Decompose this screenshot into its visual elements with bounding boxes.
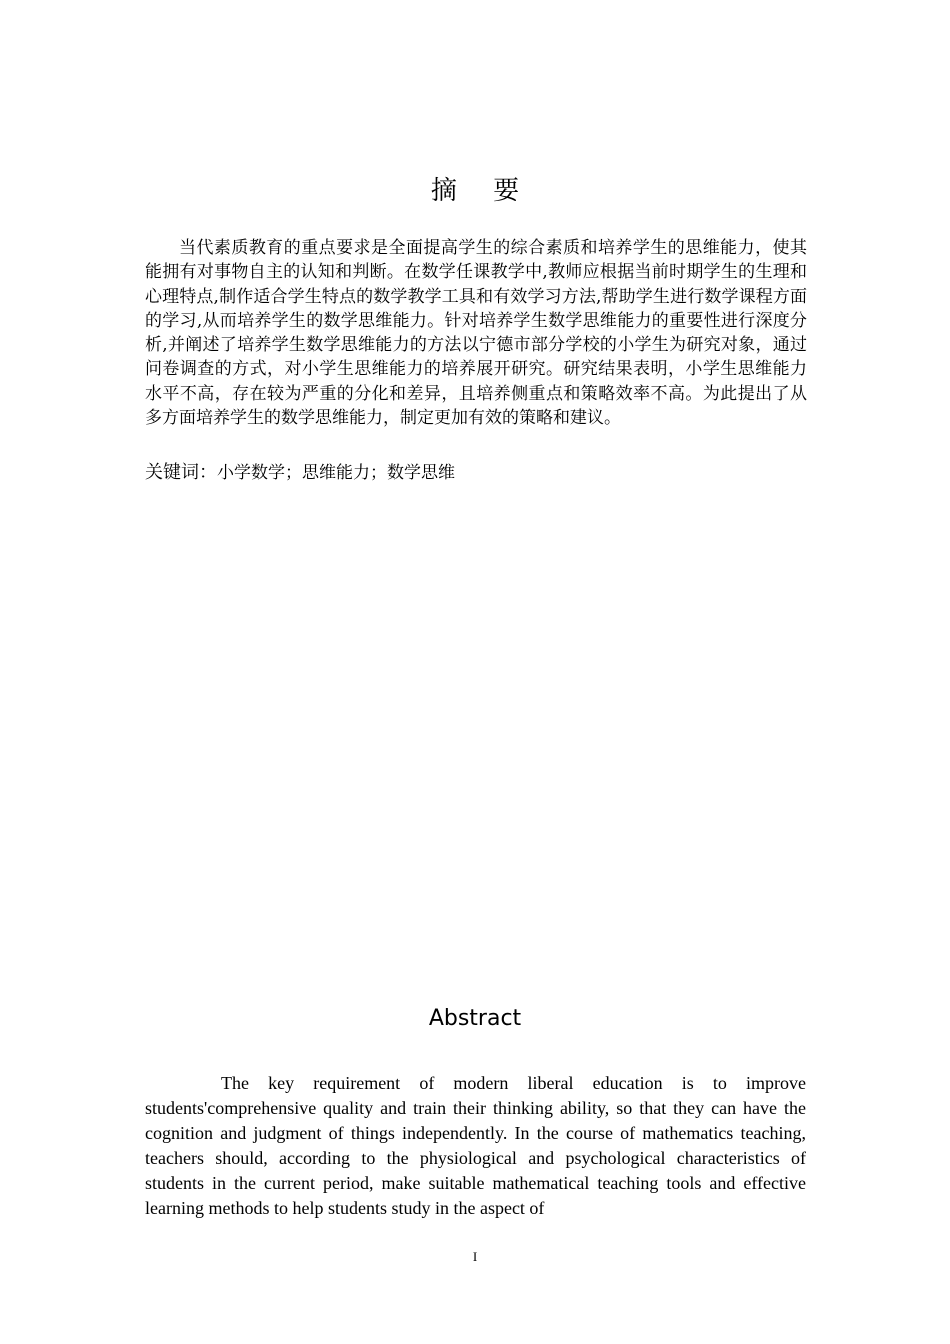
keywords-line (145, 461, 807, 485)
english-abstract-body: The key requirement of modern liberal education is to improve students'comprehensive quality and train their thinking ability, so that they can have the cognition and judgment of things independently. In the course of mathematics teaching, teachers should, according to the physiological and psychological characteristics of students in the current period, make suitable mathematical teaching tools and effective learning methods to help students study in the aspect of (145, 1073, 806, 1218)
keywords-list: 小学数学；思维能力；数学思维 (217, 463, 455, 483)
page-number: I (472, 1249, 478, 1264)
keywords-label: 关键词： (145, 462, 217, 483)
english-abstract-title: Abstract (428, 1006, 522, 1031)
chinese-abstract-body: 当代素质教育的重点要求是全面提高学生的综合素质和培养学生的思维能力，使其能拥有对事物自主的认知和判断。在数学任课教学中,教师应根据当前时期学生的生理和心理特点,制作适合学生特点的数学教学工具和有效学习方法,帮助学生进行数学课程方面的学习,从而培养学生的数学思维能力。针对培养学生数学思维能力的重要性进行深度分析,并阐述了培养学生数学思维能力的方法以宁德市部分学校的小学生为研究对象，通过问卷调查的方式，对小学生思维能力的培养展开研究。研究结果表明，小学生思维能力水平不高，存在较为严重的分化和差异，且培养侧重点和策略效率不高。为此提出了从多方面培养学生的数学思维能力，制定更加有效的策略和建议。 (145, 238, 807, 429)
chinese-abstract-title: 摘 要 (430, 176, 534, 206)
